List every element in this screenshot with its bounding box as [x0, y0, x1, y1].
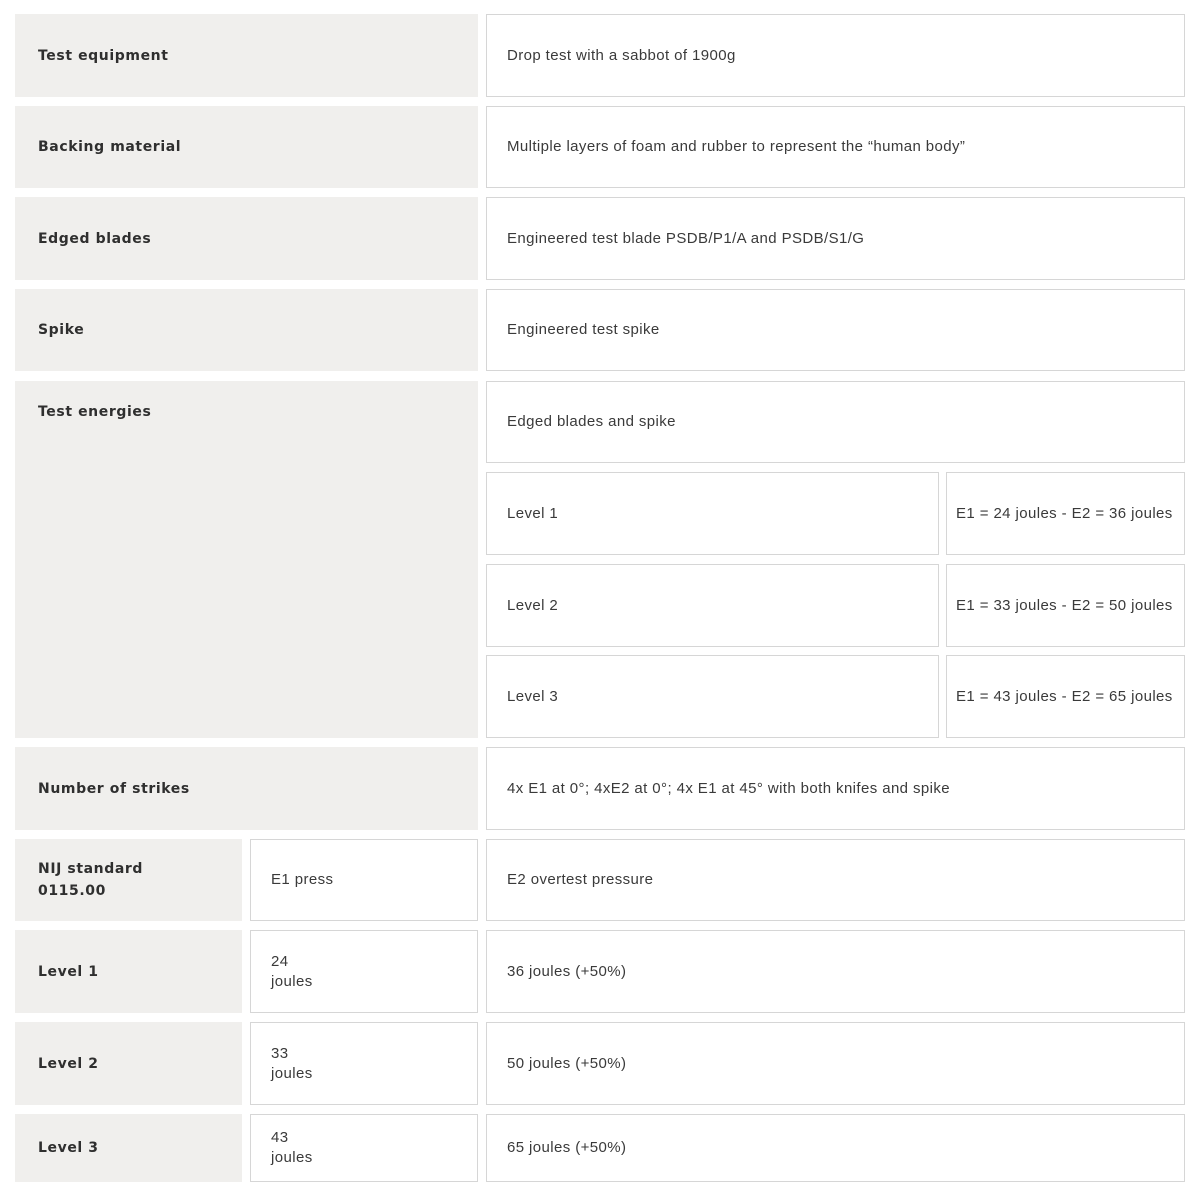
energy-level-1-value: E1 = 24 joules - E2 = 36 joules: [946, 472, 1185, 555]
label-test-energies: Test energies: [15, 381, 478, 738]
nij-level-1-e2: 36 joules (+50%): [486, 930, 1185, 1013]
label-backing-material: Backing material: [15, 106, 478, 188]
nij-level-3-e2: 65 joules (+50%): [486, 1114, 1185, 1182]
label-spike: Spike: [15, 289, 478, 371]
energy-level-3-value: E1 = 43 joules - E2 = 65 joules: [946, 655, 1185, 738]
value-backing-material: Multiple layers of foam and rubber to represent the “human body”: [486, 106, 1185, 188]
energy-level-3-name: Level 3: [486, 655, 939, 738]
nij-level-2-e1-text: 33 joules: [271, 1044, 313, 1082]
value-edged-blades: Engineered test blade PSDB/P1/A and PSDB/S1/G: [486, 197, 1185, 280]
label-number-of-strikes: Number of strikes: [15, 747, 478, 830]
label-test-equipment: Test equipment: [15, 14, 478, 97]
nij-level-2-label: Level 2: [15, 1022, 242, 1105]
value-test-energies-subtitle: Edged blades and spike: [486, 381, 1185, 463]
nij-level-3-e1-text: 43 joules: [271, 1129, 313, 1166]
nij-level-2-e1: [250, 1022, 478, 1105]
nij-level-3-e1: [250, 1114, 478, 1182]
nij-level-1-e1: [250, 930, 478, 1013]
label-edged-blades: Edged blades: [15, 197, 478, 280]
nij-level-3-label: Level 3: [15, 1114, 242, 1182]
value-number-of-strikes: 4x E1 at 0°; 4xE2 at 0°; 4x E1 at 45° with both knifes and spike: [486, 747, 1185, 830]
energy-level-1-name: Level 1: [486, 472, 939, 555]
nij-level-1-e1-text: 24 joules: [271, 952, 313, 990]
nij-level-1-label: Level 1: [15, 930, 242, 1013]
value-test-equipment: Drop test with a sabbot of 1900g: [486, 14, 1185, 97]
energy-level-2-name: Level 2: [486, 564, 939, 647]
nij-standard-label: [15, 839, 242, 921]
nij-standard-text: NIJ standard 0115.00: [38, 861, 144, 899]
nij-col-e2-header: E2 overtest pressure: [486, 839, 1185, 921]
nij-level-2-e2: 50 joules (+50%): [486, 1022, 1185, 1105]
value-spike: Engineered test spike: [486, 289, 1185, 371]
nij-col-e1-header: E1 press: [250, 839, 478, 921]
energy-level-2-value: E1 = 33 joules - E2 = 50 joules: [946, 564, 1185, 647]
